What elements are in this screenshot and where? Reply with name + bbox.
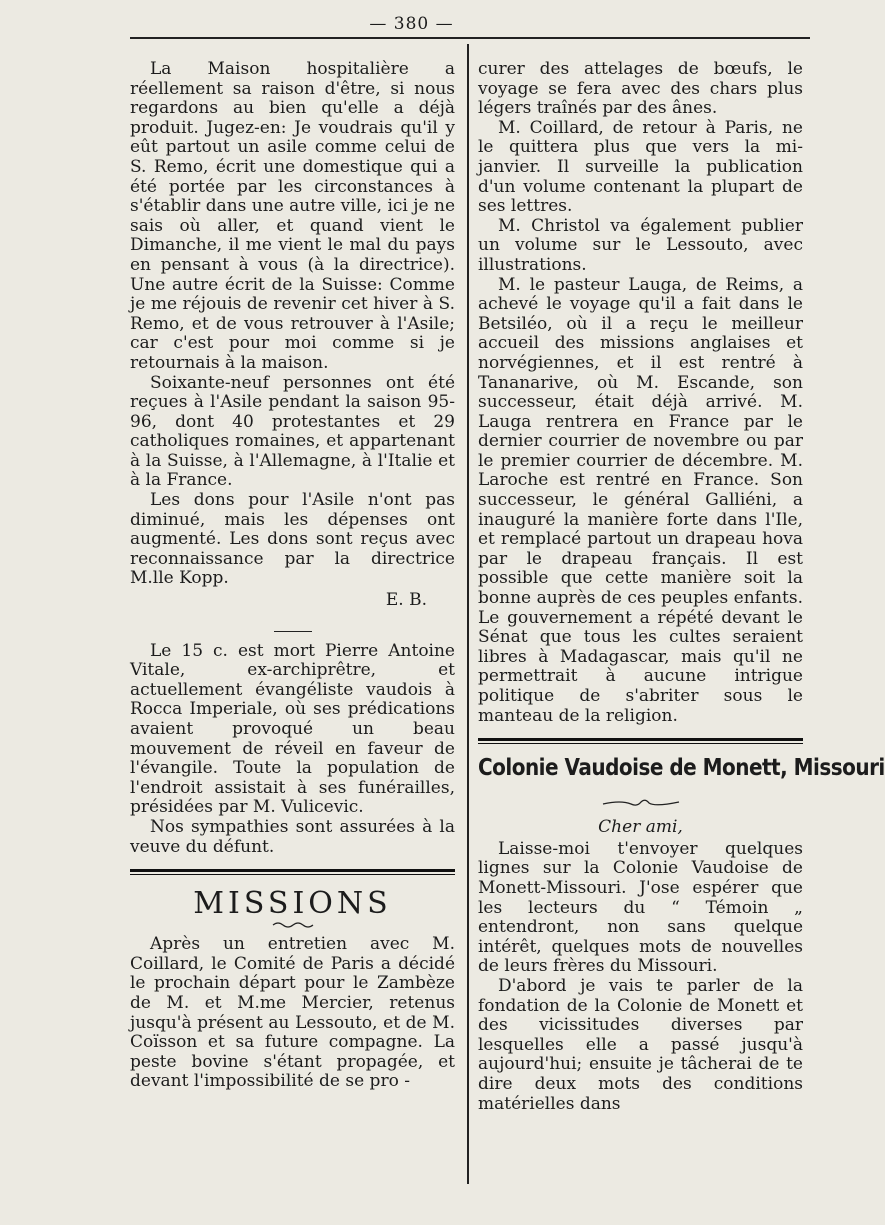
sympathies-paragraph: Nos sympathies sont assurées à la veuve du défunt. — [130, 816, 455, 857]
section-rule-thick — [130, 869, 455, 872]
ornament-squiggle — [271, 921, 315, 929]
missions-heading: MISSIONS — [193, 886, 392, 922]
coillard-paragraph: M. Coillard, de retour à Paris, ne le quittera plus que vers la mi-janvier. Il surveille la publication d'un volume contenant la plupart de ses lettres. — [478, 117, 803, 217]
salutation: Cher ami, — [598, 817, 683, 838]
page-number: — 380 — — [369, 14, 454, 34]
oxen-continuation-paragraph: curer des attelages de bœufs, le voyage se fera avec des chars plus légers traînés par des ânes. — [478, 59, 803, 119]
ornament-flourish — [601, 798, 681, 808]
letter-plan-paragraph: D'abord je vais te parler de la fondation de la Colonie de Monett et des vicissitudes diverses par lesquelles elle a passé jusqu'à aujourd'hui; ensuite je tâcherai de te dire deux mots des conditions matérielles dans — [478, 975, 803, 1114]
asile-donations-paragraph: Les dons pour l'Asile n'ont pas diminué, mais les dépenses ont augmenté. Les dons sont reçus avec reconnaissance par la directrice M.lle Kopp. — [130, 490, 455, 589]
christol-paragraph: M. Christol va également publier un volume sur le Lessouto, avec illustrations. — [478, 215, 803, 275]
header-rule — [130, 37, 810, 39]
separator-dash — [274, 631, 312, 632]
madagascar-paragraph: M. le pasteur Lauga, de Reims, a achevé le voyage qu'il a fait dans le Betsiléo, où il a reçu le meilleur accueil des missions anglaises et norvégiennes, et il est rentré à Tananarive, où M. Escande, son successeur, était déjà arrivé. M. Lauga rentrera en France par le dernier courrier de novembre ou par le premier courrier de décembre. M. Laroche est rentré en France. Son successeur, le général Galliéni, a inauguré la manière forte dans l'Ile, et remplacé partout un drapeau hova par le drapeau français. Il est possible que cette manière soit la bonne auprès de ces peuples enfants. Le gouvernement a répété devant le Sénat que tous les cultes seraient libres à Madagascar, mais qu'il ne permettrait à aucune intrigue politique de s'abriter sous le manteau de la religion. — [478, 274, 803, 726]
right-column — [478, 59, 885, 1114]
section-rule-thick-right — [478, 738, 803, 741]
author-signature: E. B. — [385, 590, 427, 611]
colonie-heading: Colonie Vaudoise de Monett, Missouri — [478, 755, 885, 782]
asile-statistics-paragraph: Soixante-neuf personnes ont été reçues à l'Asile pendant la saison 95-96, dont 40 protestantes et 29 catholiques romaines, et appartenant à la Suisse, à l'Allemagne, à l'Italie et à la France. — [130, 372, 455, 491]
missions-paragraph: Après un entretien avec M. Coillard, le Comité de Paris a décidé le prochain départ pour le Zambèze de M. et M.me Mercier, retenus jusqu'à présent au Lessouto, et de M. Coïsson et sa future compagne. La peste bovine s'étant propagée, et devant l'impossibilité de se pro - — [130, 934, 455, 1092]
letter-intro-paragraph: Laisse-moi t'envoyer quelques lignes sur la Colonie Vaudoise de Monett-Missouri. J'ose espérer que les lecteurs du “ Témoin „ entendront, non sans quelque intérêt, quelques mots de nouvelles de leurs frères du Missouri. — [478, 838, 803, 977]
section-rule-thin — [130, 874, 455, 875]
column-divider — [467, 44, 469, 1184]
maison-hospitaliere-paragraph: La Maison hospitalière a réellement sa raison d'être, si nous regardons au bien qu'elle a déjà produit. Jugez-en: Je voudrais qu'il y eût partout un asile comme celui de S. Remo, écrit une domestique qui a été portée par les circonstances à s'établir dans une autre ville, ici je ne sais où aller, et quand vient le Dimanche, il me vient le mal du pays en pensant à vous (à la directrice). Une autre écrit de la Suisse: Comme je me réjouis de revenir cet hiver à S. Remo, et de vous retrouver à l'Asile; car c'est pour moi comme si je retournais à la maison. — [130, 59, 456, 373]
section-rule-thin-right — [478, 743, 803, 744]
left-column — [130, 60, 455, 1092]
obituary-paragraph: Le 15 c. est mort Pierre Antoine Vitale, ex-archiprêtre, et actuellement évangéliste vaudois à Rocca Imperiale, où ses prédications avaient provoqué un beau mouvement de réveil en faveur de l'évangile. Toute la population de l'endroit assistait à ses funérailles, présidées par M. Vulicevic. — [130, 640, 455, 818]
